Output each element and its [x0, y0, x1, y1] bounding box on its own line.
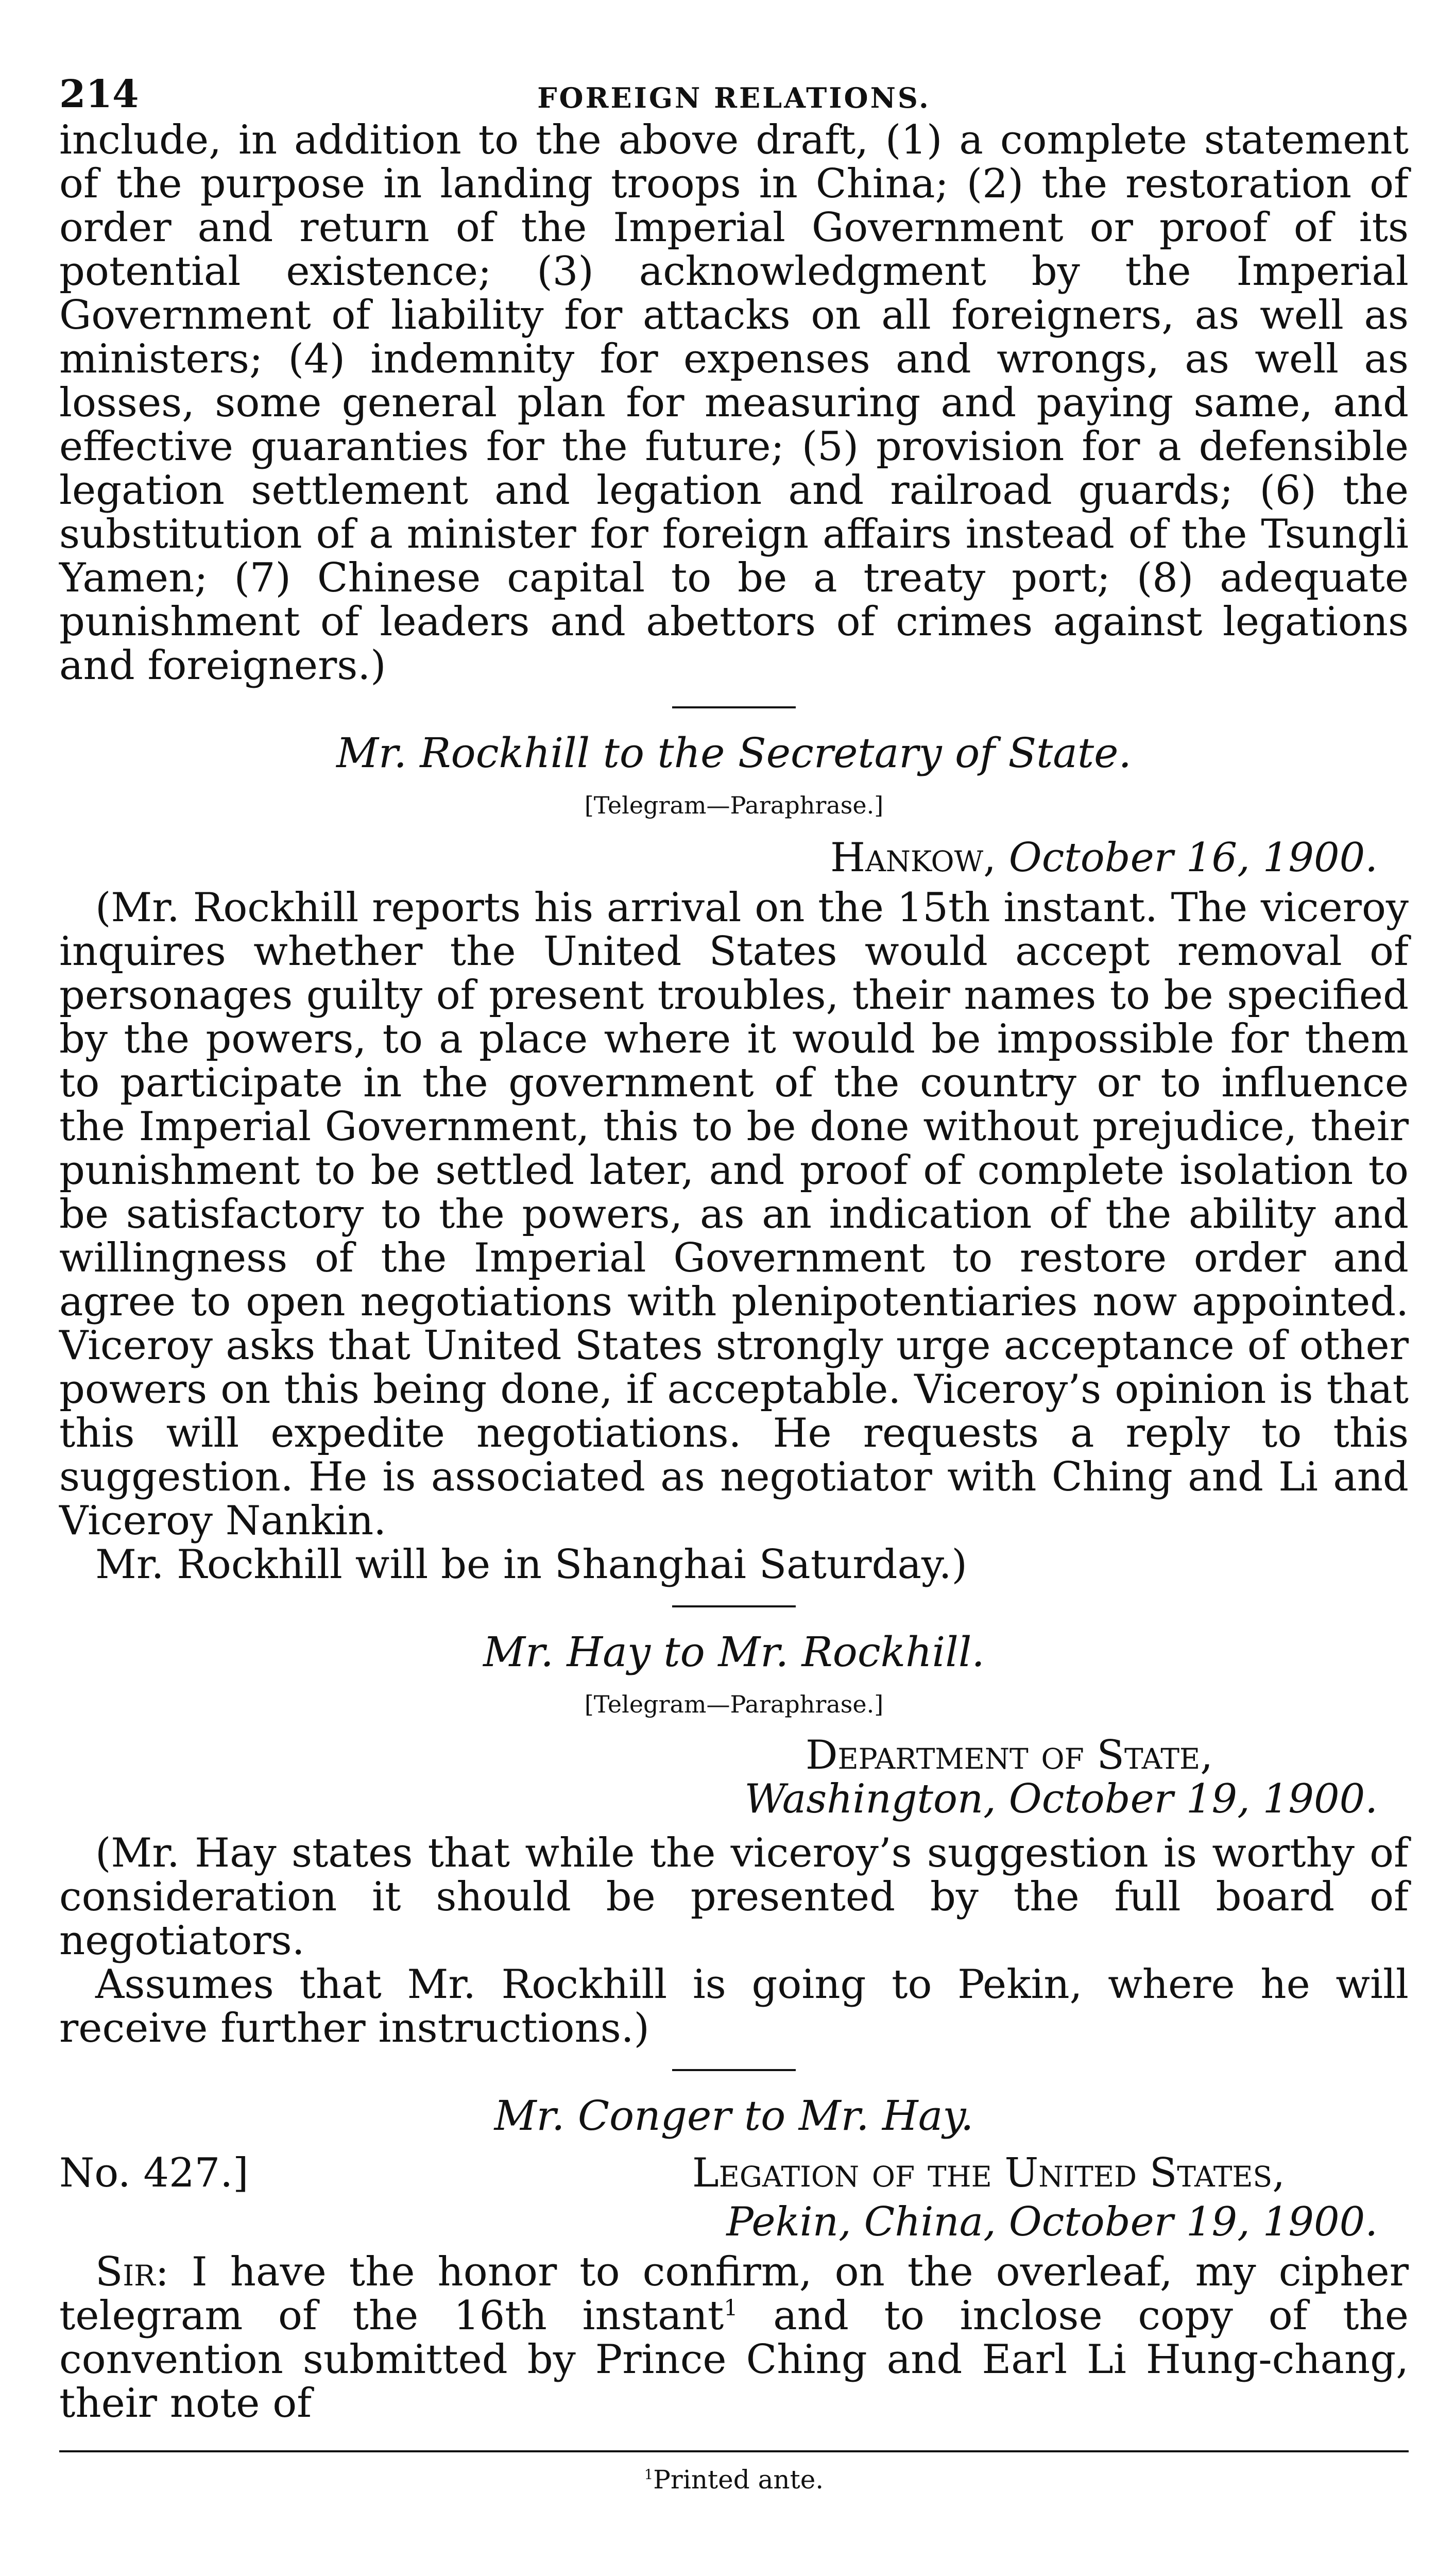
page-number: 214	[59, 72, 139, 116]
footnote	[59, 2465, 1409, 2495]
section-divider	[672, 1605, 796, 1607]
document-page	[59, 62, 1409, 2495]
opening-paragraph: include, in addition to the above draft, (1) a complete statement of the purpose in landing troops in China; (2) the restoration of order and return of the Imperial Government or proof of its potential existence; (3) acknowledgment by the Imperial Government of liability for attacks on all foreigners, as well as ministers; (4) indemnity for expenses and wrongs, as well as losses, some general plan for measuring and paying same, and effective guaranties for the future; (5) provision for a defensible legation settlement and legation and railroad guards; (6) the substitution of a minister for foreign affairs instead of the Tsungli Yamen; (7) Chinese capital to be a treaty port; (8) adequate punishment of leaders and abettors of crimes against legations and foreigners.)	[59, 117, 1409, 689]
doc3-text-a: I have the honor to confirm, on the overleaf, my cipher telegram of the 16th instant	[59, 2249, 1409, 2339]
doc3-heading: Mr. Conger to Mr. Hay.	[494, 2092, 974, 2140]
doc2-date: Washington, October 19, 1900.	[744, 1776, 1378, 1822]
doc2-dateline	[59, 1734, 1378, 1821]
running-header	[59, 62, 1409, 118]
doc3-number-line	[59, 2150, 1409, 2194]
footnote-reference: 1	[724, 2295, 738, 2321]
doc1-subnote: [Telegram—Paraphrase.]	[584, 791, 884, 819]
doc3-salutation: Sir:	[95, 2249, 169, 2295]
running-title: FOREIGN RELATIONS.	[537, 81, 931, 114]
doc3-date: Pekin, China, October 19, 1900.	[726, 2199, 1378, 2245]
doc2-department: Department of State,	[805, 1732, 1213, 1778]
doc2-paragraph: (Mr. Hay states that while the viceroy’s suggestion is worthy of consideration it should be presented by the full board of negotiators.	[59, 1830, 1409, 1964]
doc1-dateline	[59, 835, 1378, 881]
footnote-marker: 1	[644, 2466, 654, 2483]
footnote-divider	[59, 2450, 1409, 2452]
doc3-number: No. 427.]	[59, 2150, 249, 2196]
doc3-text-b: and to inclose copy of the convention submitted by Prince Ching and Earl Li Hung-chang, their note of	[59, 2293, 1409, 2427]
section-divider	[672, 706, 796, 708]
doc1-paragraph: (Mr. Rockhill reports his arrival on the 15th instant. The viceroy inquires whether the United States would accept removal of personages guilty of present troubles, their names to be specified by the powers, to a place where it would be impossible for them to participate in the government of the country or to influence the Imperial Government, this to be done without prejudice, their punishment to be settled later, and proof of complete isolation to be satisfactory to the powers, as an indication of the ability and willingness of the Imperial Government to restore order and agree to open negotiations with plenipotentiaries now appointed. Viceroy asks that United States strongly urge acceptance of other powers on this being done, if acceptable. Viceroy’s opinion is that this will expedite negotiations. He requests a reply to this suggestion. He is associated as negotiator with Ching and Li and Viceroy Nankin.	[59, 885, 1409, 1544]
doc1-date: October 16, 1900.	[1008, 835, 1378, 881]
doc3-legation: Legation of the United States,	[692, 2150, 1285, 2196]
doc2-heading: Mr. Hay to Mr. Rockhill.	[483, 1628, 985, 1676]
footnote-text: Printed ante.	[653, 2465, 824, 2495]
doc3-paragraph	[59, 2250, 1409, 2426]
doc1-heading: Mr. Rockhill to the Secretary of State.	[336, 729, 1132, 777]
doc3-dateline	[59, 2199, 1378, 2245]
doc2-paragraph-2: Assumes that Mr. Rockhill is going to Pekin, where he will receive further instructions.)	[59, 1961, 1409, 2052]
doc1-place: Hankow,	[830, 835, 996, 881]
doc1-paragraph-2: Mr. Rockhill will be in Shanghai Saturday.)	[95, 1541, 967, 1588]
section-divider	[672, 2069, 796, 2071]
doc2-subnote: [Telegram—Paraphrase.]	[584, 1690, 884, 1718]
